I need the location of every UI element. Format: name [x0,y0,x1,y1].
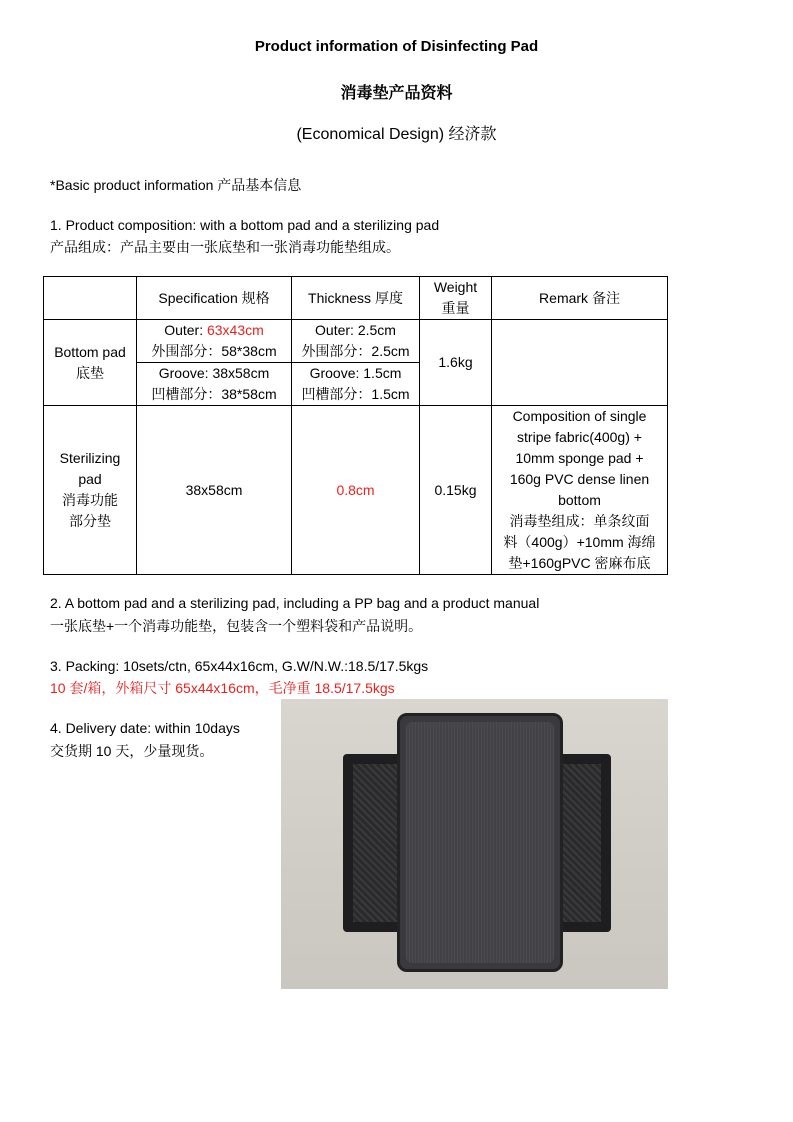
table-header-row [44,277,668,320]
bottom-outer-spec-cn: 外围部分：58*38cm [151,343,277,359]
basic-info-heading: *Basic product information 产品基本信息 [50,177,302,193]
item2-en: 2. A bottom pad and a sterilizing pad, including a PP bag and a product manual [50,595,540,611]
header-empty [44,277,137,320]
header-weight [420,277,492,320]
bottom-groove-spec [137,363,292,406]
table-row [44,320,668,363]
sterilizing-pad-mat [397,713,563,972]
bottom-groove-thickness-en: Groove: 1.5cm [309,365,402,381]
remark-line: 消毒垫组成：单条纹面 [509,513,650,529]
item3-en: 3. Packing: 10sets/ctn, 65x44x16cm, G.W/N.W.:18.5/17.5kgs [50,658,429,674]
bottom-outer-thickness [292,320,420,363]
bottom-groove-spec-en: Groove: 38x58cm [158,365,270,381]
item3-cn: 10 套/箱，外箱尺寸 65x44x16cm，毛净重 18.5/17.5kgs [50,680,395,696]
bottom-remark [492,320,668,406]
bottom-weight: 1.6kg [420,320,492,406]
table-row [44,406,668,575]
header-weight-cn: 重量 [441,300,470,316]
remark-line: bottom [558,492,601,508]
product-photo [281,699,668,989]
page-title-cn: 消毒垫产品资料 [340,85,453,102]
sterilizing-name-cn-1: 消毒功能 [62,492,118,508]
outer-prefix: Outer: [164,322,207,338]
remark-line: Composition of single [512,408,647,424]
header-remark: Remark 备注 [492,277,668,320]
item1-en: 1. Product composition: with a bottom pad and a sterilizing pad [50,217,440,233]
sterilizing-name-1: Sterilizing [59,450,121,466]
sterilizing-pad-name [44,406,137,575]
bottom-pad-name [44,320,137,406]
bottom-pad-name-en: Bottom pad [54,343,126,360]
sterilizing-name-2: pad [78,471,102,487]
bottom-groove-spec-cn: 凹槽部分：38*58cm [151,386,277,402]
bottom-pad-name-cn: 底垫 [76,364,104,381]
remark-line: 垫+160gPVC 密麻布底 [508,555,651,571]
remark-line: 160g PVC dense linen [509,471,650,487]
sterilizing-remark [492,406,668,575]
sterilizing-weight: 0.15kg [420,406,492,575]
item1-cn: 产品组成：产品主要由一张底垫和一张消毒功能垫组成。 [50,239,400,255]
spec-table [43,276,668,575]
sterilizing-thickness: 0.8cm [292,406,420,575]
outer-value: 63x43cm [206,322,264,338]
mat-surface [406,722,554,963]
page-subtitle: (Economical Design) 经济款 [296,126,497,143]
header-specification: Specification 规格 [137,277,292,320]
bottom-outer-spec-en [139,320,289,341]
remark-line: 10mm sponge pad + [515,450,644,466]
item4-en: 4. Delivery date: within 10days [50,720,240,736]
bottom-outer-thickness-cn: 外围部分：2.5cm [301,343,410,359]
sterilizing-name-cn-2: 部分垫 [69,513,111,529]
remark-line: 料（400g）+10mm 海绵 [503,534,656,550]
remark-line: stripe fabric(400g) + [517,429,642,445]
bottom-outer-thickness-en: Outer: 2.5cm [315,322,396,338]
bottom-groove-thickness [292,363,420,406]
header-weight-en: Weight [433,279,478,295]
page-title: Product information of Disinfecting Pad [254,38,539,55]
item4-cn: 交货期 10 天，少量现货。 [50,743,214,759]
sterilizing-spec: 38x58cm [137,406,292,575]
header-thickness: Thickness 厚度 [292,277,420,320]
bottom-groove-thickness-cn: 凹槽部分：1.5cm [301,386,410,402]
bottom-outer-spec [137,320,292,363]
item2-cn: 一张底垫+一个消毒功能垫，包装含一个塑料袋和产品说明。 [50,618,423,634]
